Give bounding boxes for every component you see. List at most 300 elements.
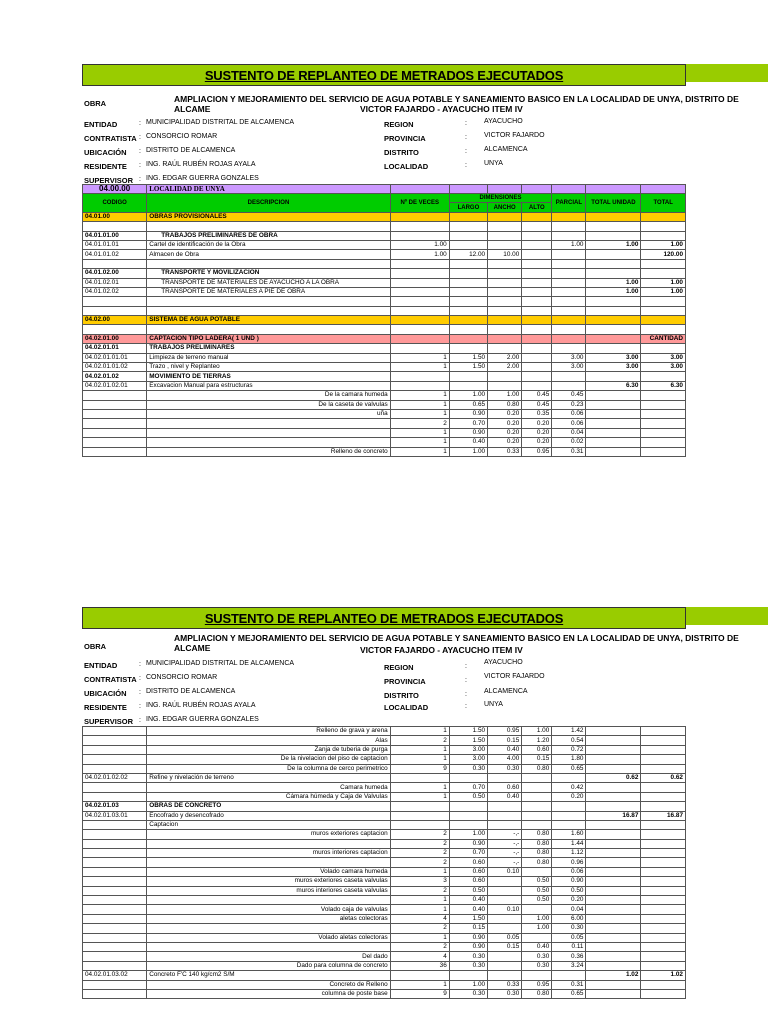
- cell-total-unidad: [586, 344, 641, 353]
- cell-total: [641, 745, 686, 754]
- cell-ancho: 0.80: [488, 400, 522, 409]
- cell-veces: [390, 316, 449, 325]
- cell-veces: [390, 231, 449, 240]
- cell-total: 16.87: [641, 811, 686, 820]
- colon: :: [139, 703, 141, 710]
- cell-codigo: 04.01.00: [83, 212, 147, 221]
- cell-codigo: [83, 391, 147, 400]
- colon: :: [139, 162, 141, 169]
- cell-parcial: 3.00: [552, 353, 586, 362]
- cell-total-unidad: [586, 896, 641, 905]
- colon: :: [139, 176, 141, 183]
- cell-parcial: [552, 334, 586, 343]
- cell-veces: 2: [390, 830, 449, 839]
- cell-largo: 0.40: [449, 905, 487, 914]
- colon: :: [465, 120, 467, 127]
- cell-total: 1.00: [641, 278, 686, 287]
- cell-codigo: 04.02.01.03.01: [83, 811, 147, 820]
- cell-total-unidad: [586, 830, 641, 839]
- cell-codigo: [83, 727, 147, 736]
- cell-descripcion: Volado caja de valvulas: [147, 905, 390, 914]
- cell-total: 3.00: [641, 353, 686, 362]
- cell-parcial: [552, 811, 586, 820]
- cell-parcial: [552, 212, 586, 221]
- cell-parcial: 0.90: [552, 877, 586, 886]
- cell-codigo: [83, 400, 147, 409]
- cell-alto: 0.80: [522, 849, 552, 858]
- cell-total-unidad: [586, 792, 641, 801]
- cell-total: [641, 896, 686, 905]
- cell-largo: 0.90: [449, 428, 487, 437]
- table-row: [83, 792, 686, 801]
- cell-largo: 12.00: [449, 250, 487, 259]
- residente-value: ING. RAÚL RUBÉN ROJAS AYALA: [146, 161, 256, 168]
- cell-parcial: 3.24: [552, 961, 586, 970]
- supervisor-value: ING. EDGAR GUERRA GONZALES: [146, 175, 259, 182]
- entidad-label: ENTIDAD: [84, 120, 118, 129]
- obra-line-2: VICTOR FAJARDO - AYACUCHO ITEM IV: [360, 645, 523, 655]
- cell-descripcion: columna de poste base: [147, 989, 390, 998]
- cell-parcial: 1.42: [552, 727, 586, 736]
- cell-total: [641, 297, 686, 306]
- cell-veces: 2: [390, 858, 449, 867]
- cell-alto: [522, 297, 552, 306]
- table-row: [83, 363, 686, 372]
- cell-veces: 4: [390, 952, 449, 961]
- cell-largo: 0.50: [449, 886, 487, 895]
- cell-largo: [449, 278, 487, 287]
- cell-parcial: 0.06: [552, 419, 586, 428]
- localidad-label: LOCALIDAD: [384, 703, 429, 712]
- cell-codigo: [83, 428, 147, 437]
- cell-total-unidad: 1.00: [586, 278, 641, 287]
- colon: :: [139, 120, 141, 127]
- cell-total-unidad: [586, 858, 641, 867]
- cell-descripcion: muros interiores captacion: [147, 849, 390, 858]
- cell-alto: [522, 250, 552, 259]
- table-row: [83, 971, 686, 980]
- cell-total: [641, 942, 686, 951]
- title-text: SUSTENTO DE REPLANTEO DE METRADOS EJECUTADOS: [204, 68, 564, 83]
- cell-alto: 1.20: [522, 736, 552, 745]
- cell-total: [641, 419, 686, 428]
- cell-total-unidad: [586, 989, 641, 998]
- cell-parcial: [552, 287, 586, 296]
- cell-descripcion: [147, 259, 390, 268]
- cell-alto: [522, 792, 552, 801]
- cell-total-unidad: [586, 325, 641, 334]
- cell-codigo: 04.01.01.02: [83, 250, 147, 259]
- cell-total-unidad: [586, 419, 641, 428]
- cell-alto: [522, 269, 552, 278]
- cell-ancho: [488, 287, 522, 296]
- cell-alto: 0.95: [522, 980, 552, 989]
- cell-codigo: [83, 933, 147, 942]
- cell-total-unidad: [586, 297, 641, 306]
- cell-veces: 1: [390, 727, 449, 736]
- cell-descripcion: [147, 419, 390, 428]
- cell-parcial: 0.65: [552, 989, 586, 998]
- cell-codigo: 04.02.01.02.01: [83, 381, 147, 390]
- cell-largo: 1.50: [449, 914, 487, 923]
- cell-codigo: [83, 858, 147, 867]
- cell-largo: 1.00: [449, 447, 487, 456]
- cell-largo: [449, 372, 487, 381]
- cell-parcial: 0.05: [552, 933, 586, 942]
- colon: :: [465, 148, 467, 155]
- cell-descripcion: Volado aletas colectoras: [147, 933, 390, 942]
- cell-parcial: [552, 372, 586, 381]
- cell-largo: [449, 773, 487, 782]
- cell-largo: 0.60: [449, 877, 487, 886]
- cell-alto: 0.80: [522, 839, 552, 848]
- cell-parcial: 0.20: [552, 792, 586, 801]
- cell-total-unidad: [586, 222, 641, 231]
- cell-codigo: [83, 222, 147, 231]
- cell-total: [641, 325, 686, 334]
- cell-largo: 0.65: [449, 400, 487, 409]
- cell-ancho: [488, 811, 522, 820]
- cell-largo: [449, 802, 487, 811]
- cell-total-unidad: [586, 905, 641, 914]
- table-row: [83, 942, 686, 951]
- cell-codigo: [83, 905, 147, 914]
- cell-ancho: 0.10: [488, 867, 522, 876]
- distrito-label: DISTRITO: [384, 691, 419, 700]
- cell-codigo: [83, 409, 147, 418]
- cell-veces: [390, 297, 449, 306]
- cell-total-unidad: [586, 334, 641, 343]
- cell-descripcion: Del dado: [147, 952, 390, 961]
- cell-veces: 2: [390, 849, 449, 858]
- cell-ancho: -,-: [488, 849, 522, 858]
- table-row: [83, 391, 686, 400]
- cell-codigo: [83, 980, 147, 989]
- residente-value: ING. RAÚL RUBÉN ROJAS AYALA: [146, 702, 256, 709]
- cell-ancho: 1.00: [488, 391, 522, 400]
- cell-ancho: 2.00: [488, 353, 522, 362]
- cell-total-unidad: [586, 961, 641, 970]
- cell-alto: 1.00: [522, 727, 552, 736]
- cell-total: 3.00: [641, 363, 686, 372]
- cell-descripcion: [147, 942, 390, 951]
- cell-total: [641, 755, 686, 764]
- table-row: [83, 287, 686, 296]
- cell-largo: 0.30: [449, 764, 487, 773]
- cell-parcial: 0.31: [552, 447, 586, 456]
- table-row: [83, 849, 686, 858]
- cell-ancho: [488, 372, 522, 381]
- cell-alto: [522, 971, 552, 980]
- cell-veces: 36: [390, 961, 449, 970]
- cell-ancho: [488, 240, 522, 249]
- table-row: [83, 447, 686, 456]
- obra-line-1: AMPLIACION Y MEJORAMIENTO DEL SERVICIO DE AGUA POTABLE Y SANEAMIENTO BASICO EN LA LOCALIDAD DE UNYA, DISTRITO DE ALCAME: [174, 633, 739, 653]
- cell-largo: 0.60: [449, 858, 487, 867]
- cell-total-unidad: [586, 438, 641, 447]
- title-text: SUSTENTO DE REPLANTEO DE METRADOS EJECUTADOS: [204, 611, 564, 626]
- cell-veces: [390, 306, 449, 315]
- contratista-label: CONTRATISTA: [84, 675, 137, 684]
- cell-codigo: [83, 419, 147, 428]
- cell-alto: 0.95: [522, 447, 552, 456]
- cell-descripcion: [147, 222, 390, 231]
- cell-parcial: [552, 222, 586, 231]
- cell-alto: [522, 372, 552, 381]
- cell-total-unidad: [586, 820, 641, 829]
- table-row: [83, 316, 686, 325]
- cell-ancho: 0.95: [488, 727, 522, 736]
- cell-ancho: -,-: [488, 858, 522, 867]
- cell-total-unidad: [586, 231, 641, 240]
- cell-veces: [390, 325, 449, 334]
- cell-codigo: [83, 867, 147, 876]
- table-row: [83, 905, 686, 914]
- cell-descripcion: aletas colectoras: [147, 914, 390, 923]
- ubicacion-value: DISTRITO DE ALCAMENCA: [146, 688, 236, 695]
- cell-ancho: [488, 886, 522, 895]
- cell-codigo: 04.02.01.00: [83, 334, 147, 343]
- cell-largo: [449, 259, 487, 268]
- cell-total: 120.00: [641, 250, 686, 259]
- table-row: [83, 306, 686, 315]
- cell-parcial: 0.30: [552, 924, 586, 933]
- cell-codigo: [83, 886, 147, 895]
- cell-veces: [390, 381, 449, 390]
- cell-codigo: [83, 755, 147, 764]
- cell-ancho: [488, 896, 522, 905]
- cell-veces: [390, 278, 449, 287]
- cell-parcial: [552, 325, 586, 334]
- cell-largo: 0.90: [449, 409, 487, 418]
- table-row: [83, 278, 686, 287]
- cell-total: [641, 858, 686, 867]
- cell-parcial: [552, 971, 586, 980]
- cell-total-unidad: [586, 942, 641, 951]
- cell-alto: [522, 287, 552, 296]
- cell-total-unidad: [586, 914, 641, 923]
- table-row: [83, 980, 686, 989]
- cell-descripcion: muros interiores caseta valvulas: [147, 886, 390, 895]
- cell-descripcion: [147, 858, 390, 867]
- cell-ancho: 0.30: [488, 989, 522, 998]
- cell-alto: 0.50: [522, 877, 552, 886]
- contratista-value: CONSORCIO ROMAR: [146, 133, 218, 140]
- table-row: [83, 877, 686, 886]
- col-veces: Nº DE VECES: [390, 194, 449, 212]
- cell-codigo: 04.01.02.01: [83, 278, 147, 287]
- provincia-label: PROVINCIA: [384, 677, 426, 686]
- cell-parcial: 0.31: [552, 980, 586, 989]
- cell-codigo: [83, 438, 147, 447]
- sheet-page-2: [82, 607, 768, 1024]
- cell-parcial: [552, 316, 586, 325]
- cell-largo: [449, 334, 487, 343]
- cell-largo: 1.50: [449, 363, 487, 372]
- cell-ancho: [488, 325, 522, 334]
- cell-total: [641, 877, 686, 886]
- col-total: TOTAL: [641, 194, 686, 212]
- cell-largo: 0.30: [449, 989, 487, 998]
- table-row: [83, 409, 686, 418]
- cell-veces: 9: [390, 989, 449, 998]
- cell-codigo: 04.02.01.03.02: [83, 971, 147, 980]
- obra-label: OBRA: [84, 99, 107, 108]
- cell-largo: [449, 297, 487, 306]
- cell-veces: [390, 212, 449, 221]
- cell-total-unidad: 1.00: [586, 287, 641, 296]
- cell-total-unidad: [586, 877, 641, 886]
- residente-label: RESIDENTE: [84, 703, 127, 712]
- cell-ancho: [488, 212, 522, 221]
- cell-largo: [449, 325, 487, 334]
- cell-alto: [522, 773, 552, 782]
- cell-total-unidad: 3.00: [586, 353, 641, 362]
- cell-total-unidad: [586, 316, 641, 325]
- cell-descripcion: TRANSPORTE DE MATERIALES DE AYACUCHO A LA OBRA: [147, 278, 390, 287]
- cell-parcial: [552, 250, 586, 259]
- cell-largo: 1.50: [449, 736, 487, 745]
- table-row: [83, 858, 686, 867]
- cell-veces: 1: [390, 428, 449, 437]
- cell-veces: 2: [390, 839, 449, 848]
- table-row: [83, 764, 686, 773]
- colon: :: [465, 162, 467, 169]
- cell-total-unidad: [586, 736, 641, 745]
- cell-ancho: 0.60: [488, 783, 522, 792]
- cell-descripcion: [147, 306, 390, 315]
- cell-codigo: [83, 259, 147, 268]
- cell-total: [641, 269, 686, 278]
- cell-alto: [522, 334, 552, 343]
- cell-total: [641, 391, 686, 400]
- cell-parcial: [552, 306, 586, 315]
- cell-veces: 1: [390, 745, 449, 754]
- cell-largo: 0.90: [449, 942, 487, 951]
- cell-parcial: 0.65: [552, 764, 586, 773]
- title-bar-extension: [686, 607, 768, 625]
- cell-alto: [522, 381, 552, 390]
- cell-ancho: [488, 344, 522, 353]
- colon: :: [465, 703, 467, 710]
- cell-total-unidad: 6.30: [586, 381, 641, 390]
- cell-descripcion: MOVIMIENTO DE TIERRAS: [147, 372, 390, 381]
- colon: :: [139, 717, 141, 724]
- cell-codigo: 04.02.00: [83, 316, 147, 325]
- region-label: REGION: [384, 120, 414, 129]
- cell-parcial: 0.50: [552, 886, 586, 895]
- cell-ancho: 0.20: [488, 438, 522, 447]
- cell-total-unidad: [586, 867, 641, 876]
- cell-largo: [449, 231, 487, 240]
- cell-codigo: 04.02.01.01: [83, 344, 147, 353]
- cell-descripcion: Excavacion Manual para estructuras: [147, 381, 390, 390]
- cell-veces: 1: [390, 792, 449, 801]
- cell-veces: 1: [390, 905, 449, 914]
- cell-veces: 1.00: [390, 250, 449, 259]
- cell-alto: 0.60: [522, 745, 552, 754]
- cell-codigo: 04.01.01.01: [83, 240, 147, 249]
- cell-ancho: [488, 334, 522, 343]
- cell-descripcion: Encofrado y desencofrado: [147, 811, 390, 820]
- cell-codigo: [83, 325, 147, 334]
- cell-ancho: 0.33: [488, 447, 522, 456]
- cell-descripcion: OBRAS PROVISIONALES: [147, 212, 390, 221]
- cell-parcial: 1.80: [552, 755, 586, 764]
- cell-total: [641, 316, 686, 325]
- cell-total: [641, 980, 686, 989]
- cell-total: [641, 839, 686, 848]
- cell-total: 1.00: [641, 240, 686, 249]
- cell-alto: [522, 905, 552, 914]
- table-row: [83, 344, 686, 353]
- cell-veces: 2: [390, 924, 449, 933]
- sheet-title: [82, 607, 686, 629]
- cell-largo: 0.50: [449, 792, 487, 801]
- cell-alto: [522, 212, 552, 221]
- table-row: [83, 755, 686, 764]
- cell-codigo: 04.01.02.00: [83, 269, 147, 278]
- cell-total-unidad: [586, 839, 641, 848]
- cell-total: [641, 820, 686, 829]
- cell-codigo: 04.01.01.00: [83, 231, 147, 240]
- cell-parcial: 0.11: [552, 942, 586, 951]
- table-row: [83, 830, 686, 839]
- cell-descripcion: Refine y nivelación de terreno: [147, 773, 390, 782]
- cell-total-unidad: [586, 391, 641, 400]
- table-row: [83, 240, 686, 249]
- cell-codigo: 04.02.01.02.02: [83, 773, 147, 782]
- cell-ancho: [488, 971, 522, 980]
- table-row: [83, 839, 686, 848]
- cell-parcial: [552, 269, 586, 278]
- cell-veces: 1: [390, 783, 449, 792]
- cell-alto: [522, 222, 552, 231]
- cell-parcial: 0.36: [552, 952, 586, 961]
- col-codigo: CODIGO: [83, 194, 147, 212]
- cell-ancho: 0.20: [488, 428, 522, 437]
- location-row: [83, 185, 686, 194]
- cell-largo: 0.40: [449, 438, 487, 447]
- entidad-label: ENTIDAD: [84, 661, 118, 670]
- cell-largo: [449, 222, 487, 231]
- cell-largo: 1.50: [449, 727, 487, 736]
- cell-total: [641, 924, 686, 933]
- cell-descripcion: Cámara húmeda y Caja de Valvulas: [147, 792, 390, 801]
- cell-veces: [390, 269, 449, 278]
- cell-total: 1.00: [641, 287, 686, 296]
- cell-codigo: 04.02.01.01.01: [83, 353, 147, 362]
- cell-largo: 0.40: [449, 896, 487, 905]
- cell-parcial: [552, 381, 586, 390]
- cell-codigo: [83, 764, 147, 773]
- cell-ancho: 0.20: [488, 419, 522, 428]
- table-row: [83, 428, 686, 437]
- cell-ancho: [488, 269, 522, 278]
- cell-parcial: 0.54: [552, 736, 586, 745]
- metrados-table-page-1: [82, 184, 686, 457]
- cell-total: [641, 212, 686, 221]
- cell-alto: 0.80: [522, 989, 552, 998]
- colon: :: [465, 677, 467, 684]
- cell-ancho: 2.00: [488, 363, 522, 372]
- cell-alto: [522, 231, 552, 240]
- cell-veces: [390, 971, 449, 980]
- cell-alto: 0.40: [522, 942, 552, 951]
- cell-descripcion: CAPTACION TIPO LADERA( 1 UND ): [147, 334, 390, 343]
- cell-alto: 0.20: [522, 438, 552, 447]
- table-row: [83, 419, 686, 428]
